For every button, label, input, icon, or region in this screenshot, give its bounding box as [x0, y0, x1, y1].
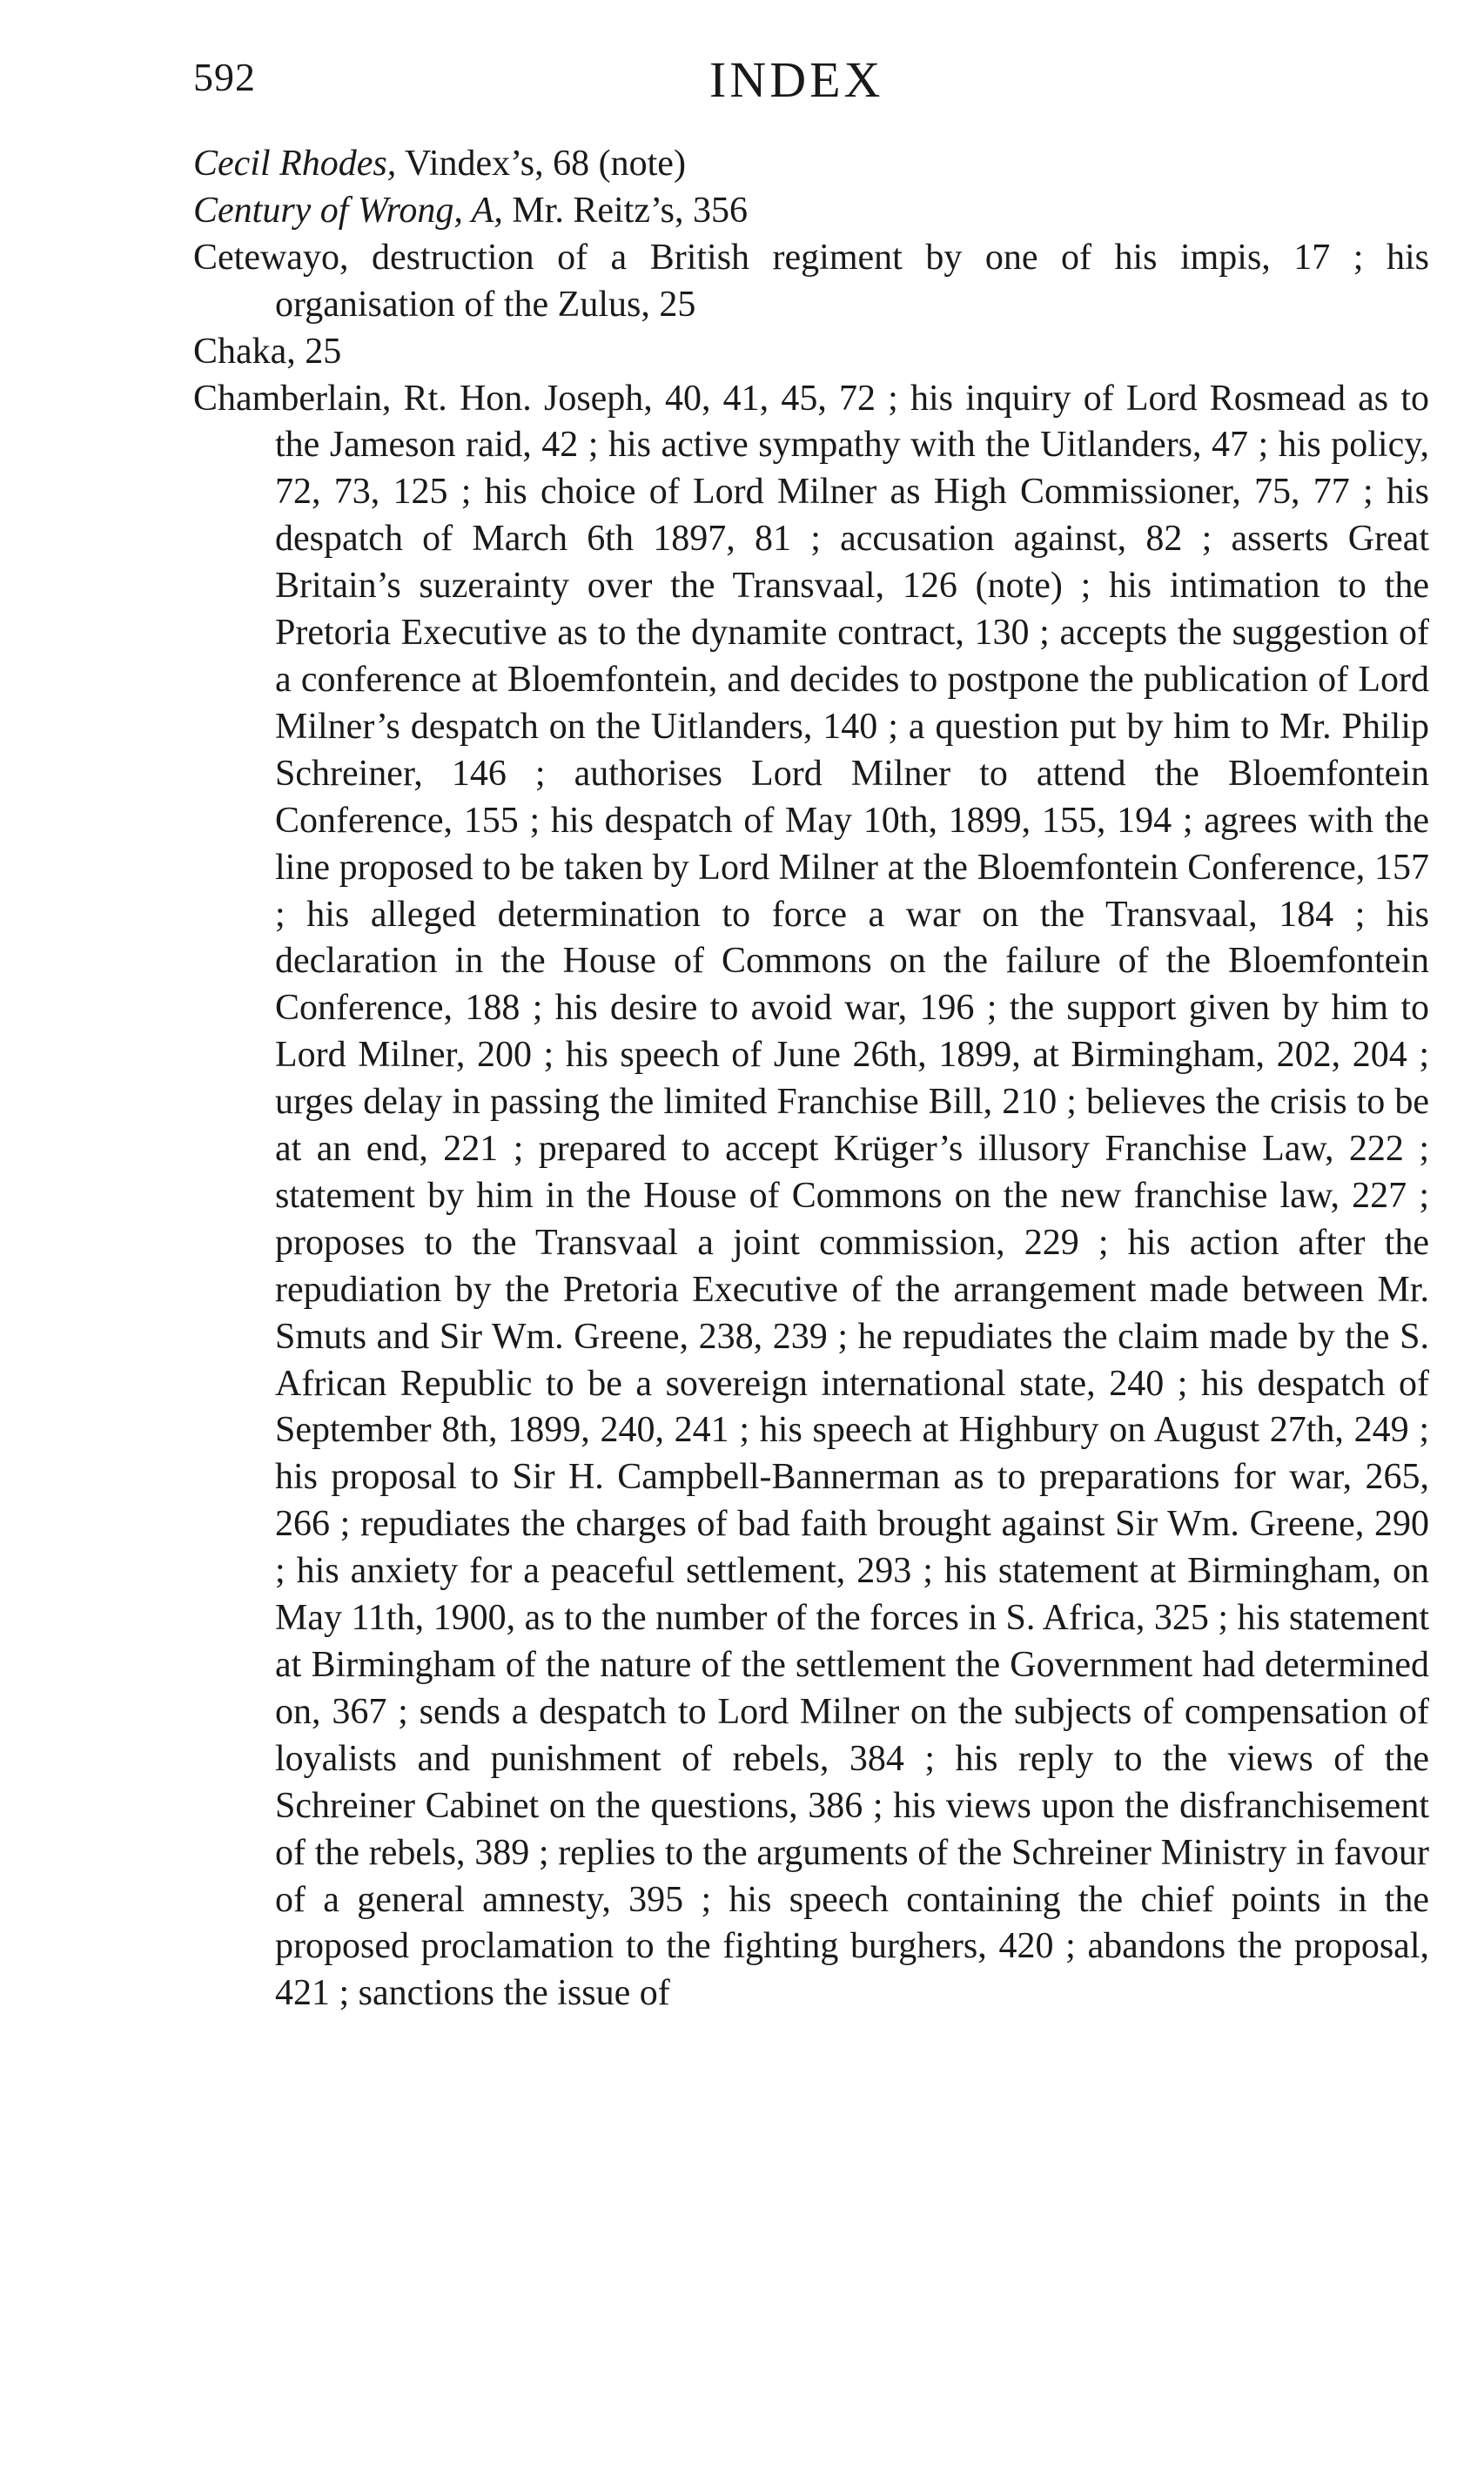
entry-term: Chaka,	[193, 331, 296, 372]
entry-text: Vindex’s, 68 (note)	[396, 144, 686, 184]
index-entry	[193, 235, 1429, 329]
entry-text: 25	[295, 331, 342, 372]
entry-text: Rt. Hon. Joseph, 40, 41, 45, 72 ; his inquiry of Lord Rosmead as to the Jameson raid, 42 ; his active sympathy with the Uitlanders, 47 ; his policy, 72, 73, 125 ; his choice of Lord Milner as High Commissioner, 75, 77 ; his despatch of March 6th 1897, 81 ; accusation against, 82 ; asserts Great Britain’s suzerainty over the Transvaal, 126 (note) ; his intimation to the Pretoria Executive as to the dynamite contract, 130 ; accepts the suggestion of a conference at Bloemfontein, and decides to postpone the publication of Lord Milner’s despatch on the Uitlanders, 140 ; a question put by him to Mr. Philip Schreiner, 146 ; authorises Lord Milner to attend the Bloemfontein Conference, 155 ; his despatch of May 10th, 1899, 155, 194 ; agrees with the line proposed to be taken by Lord Milner at the Bloemfontein Conference, 157 ; his alleged determination to force a war on the Transvaal, 184 ; his declaration in the House of Commons on the failure of the Bloemfontein Conference, 188 ; his desire to avoid war, 196 ; the support given by him to Lord Milner, 200 ; his speech of June 26th, 1899, at Birmingham, 202, 204 ; urges delay in passing the limited Franchise Bill, 210 ; believes the crisis to be at an end, 221 ; prepared to accept Krüger’s illusory Franchise Law, 222 ; statement by him in the House of Commons on the new franchise law, 227 ; proposes to the Transvaal a joint commission, 229 ; his action after the repudiation by the Pretoria Executive of the arrangement made between Mr. Smuts and Sir Wm. Greene, 238, 239 ; he repudiates the claim made by the S. African Republic to be a sovereign international state, 240 ; his despatch of September 8th, 1899, 240, 241 ; his speech at Highbury on August 27th, 249 ; his proposal to Sir H. Campbell-Bannerman as to preparations for war, 265, 266 ; repudiates the charges of bad faith brought against Sir Wm. Greene, 290 ; his anxiety for a peaceful settlement, 293 ; his statement at Birmingham, on May 11th, 1900, as to the number of the forces in S. Africa, 325 ; his statement at Birmingham of the nature of the settlement the Government had determined on, 367 ; sends a despatch to Lord Milner on the subjects of compensation of loyalists and punishment of rebels, 384 ; his reply to the views of the Schreiner Cabinet on the questions, 386 ; his views upon the disfranchisement of the rebels, 389 ; replies to the arguments of the Schreiner Ministry in favour of a general amnesty, 395 ; his speech containing the chief points in the proposed proclamation to the fighting burghers, 420 ; abandons the proposal, 421 ; sanctions the issue of	[275, 378, 1429, 2014]
entry-term: Cetewayo,	[193, 237, 349, 278]
entry-term: Century of Wrong, A,	[193, 190, 503, 231]
page-title: INDEX	[709, 51, 884, 108]
entry-term: Chamberlain,	[193, 378, 392, 419]
page-number: 592	[193, 55, 256, 99]
index-entry	[193, 188, 1429, 235]
index-entry	[193, 376, 1429, 2018]
index-entry	[193, 329, 1429, 376]
index-entries	[193, 141, 1429, 2017]
entry-text: Mr. Reitz’s, 356	[502, 190, 749, 231]
entry-term: Cecil Rhodes,	[193, 144, 397, 184]
entry-text: destruction of a British regiment by one of his impis, 17 ; his organisation of the Zulus, 25	[275, 237, 1429, 325]
index-entry	[193, 141, 1429, 188]
